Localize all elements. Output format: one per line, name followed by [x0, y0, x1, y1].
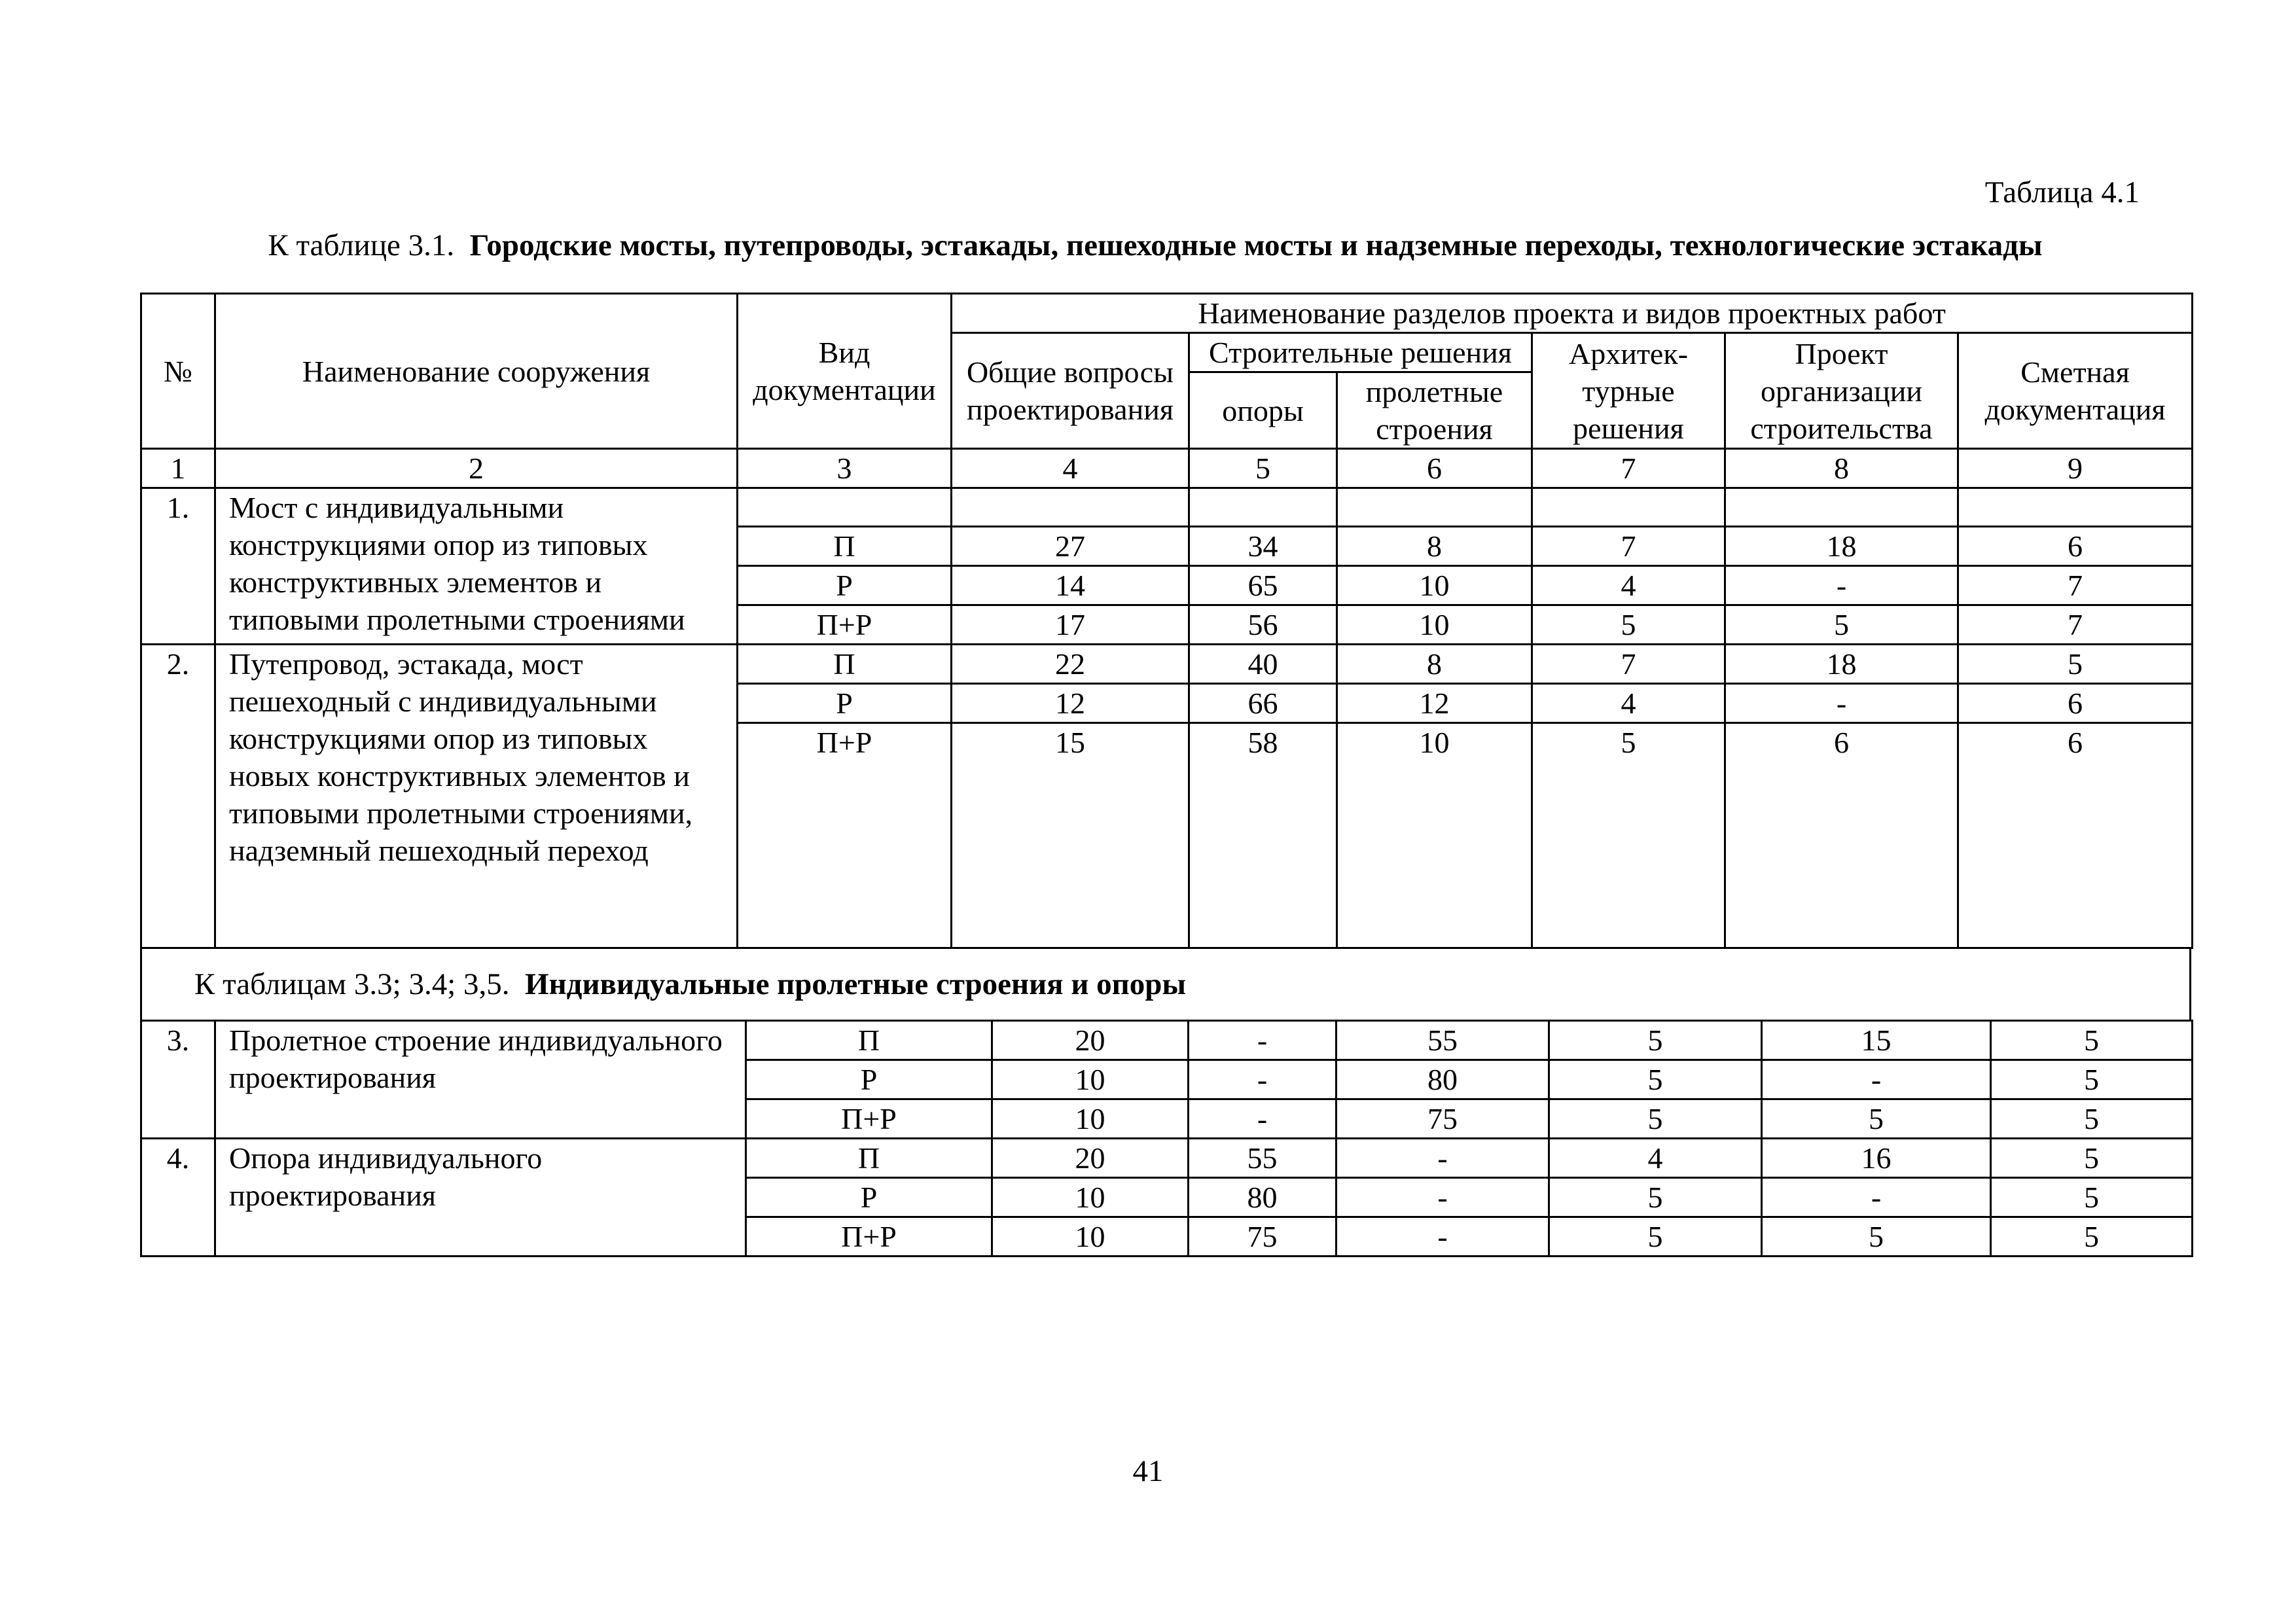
header-spans: пролетные строения: [1337, 372, 1532, 449]
table-number: Таблица 4.1: [1984, 175, 2140, 209]
value-cell: 5: [1958, 645, 2193, 684]
value-cell: 5: [1991, 1217, 2193, 1257]
value-cell: 80: [1336, 1060, 1549, 1099]
value-cell: 8: [1337, 645, 1532, 684]
table-row: [141, 488, 2193, 527]
value-cell: 7: [1532, 527, 1725, 566]
value-cell: 12: [1337, 684, 1532, 723]
value-cell: 4: [1549, 1139, 1762, 1178]
value-cell: 6: [1725, 723, 1958, 948]
value-cell: 10: [992, 1060, 1189, 1099]
value-cell: 65: [1189, 566, 1337, 605]
second-table: [140, 1020, 2193, 1257]
value-cell: 75: [1336, 1099, 1549, 1139]
value-cell: -: [1189, 1060, 1336, 1099]
header-sections-group: Наименование разделов проекта и видов проектных работ: [952, 294, 2193, 333]
column-numbers-row: [141, 449, 2193, 488]
value-cell: 10: [1337, 605, 1532, 645]
value-cell: 5: [1762, 1217, 1991, 1257]
section-caption: [141, 948, 2191, 1021]
table-caption: [177, 226, 2134, 265]
header-no: №: [141, 294, 215, 449]
value-cell: 10: [992, 1178, 1189, 1217]
value-cell: 22: [952, 645, 1189, 684]
page-number: 41: [1132, 1454, 1164, 1488]
value-cell: -: [1725, 566, 1958, 605]
empty-cell: [952, 488, 1189, 527]
structure-name: Опора индивидуального проектирования: [215, 1139, 746, 1257]
value-cell: 15: [952, 723, 1189, 948]
section-caption-table: [140, 947, 2191, 1022]
column-number: 6: [1337, 449, 1532, 488]
value-cell: -: [1725, 684, 1958, 723]
column-number: 2: [215, 449, 738, 488]
row-number: 2.: [141, 645, 215, 948]
section-caption-prefix: К таблицам 3.3; 3.4; 3,5.: [194, 967, 510, 1001]
column-number: 7: [1532, 449, 1725, 488]
value-cell: 6: [1958, 723, 2193, 948]
header-general: Общие вопросы проектирования: [952, 333, 1189, 449]
section-caption-title: Индивидуальные пролетные строения и опоры: [525, 967, 1187, 1001]
value-cell: 40: [1189, 645, 1337, 684]
empty-cell: [1189, 488, 1337, 527]
value-cell: 5: [1549, 1021, 1762, 1060]
doc-type-cell: П+Р: [738, 605, 952, 645]
value-cell: 58: [1189, 723, 1337, 948]
structure-name: Мост с индивидуальными конструкциями опор из типовых конструктивных элементов и типовыми пролетными строениями: [215, 488, 738, 645]
doc-type-cell: П: [738, 645, 952, 684]
column-number: 5: [1189, 449, 1337, 488]
header-estimate: Сметная документация: [1958, 333, 2193, 449]
caption-title: Городские мосты, путепроводы, эстакады, пешеходные мосты и надземные переходы, технологические эстакады: [469, 228, 2043, 262]
value-cell: -: [1336, 1217, 1549, 1257]
value-cell: 5: [1549, 1099, 1762, 1139]
header-doc-type: Вид документации: [738, 294, 952, 449]
value-cell: 12: [952, 684, 1189, 723]
value-cell: 56: [1189, 605, 1337, 645]
value-cell: -: [1189, 1021, 1336, 1060]
row-number: 4.: [141, 1139, 215, 1257]
value-cell: 27: [952, 527, 1189, 566]
value-cell: 17: [952, 605, 1189, 645]
row-number: 1.: [141, 488, 215, 645]
value-cell: 10: [992, 1217, 1189, 1257]
value-cell: 5: [1725, 605, 1958, 645]
value-cell: 18: [1725, 527, 1958, 566]
value-cell: 5: [1532, 605, 1725, 645]
value-cell: 7: [1958, 605, 2193, 645]
value-cell: 66: [1189, 684, 1337, 723]
column-number: 3: [738, 449, 952, 488]
value-cell: 5: [1532, 723, 1725, 948]
value-cell: 7: [1532, 645, 1725, 684]
value-cell: 15: [1762, 1021, 1991, 1060]
header-architecture: Архитек-турные решения: [1532, 333, 1725, 449]
structure-name: Пролетное строение индивидуального проектирования: [215, 1021, 746, 1139]
doc-type-cell: П: [738, 527, 952, 566]
doc-type-cell: П: [746, 1021, 992, 1060]
empty-cell: [738, 488, 952, 527]
empty-cell: [1958, 488, 2193, 527]
doc-type-cell: П+Р: [738, 723, 952, 948]
column-number: 8: [1725, 449, 1958, 488]
value-cell: -: [1189, 1099, 1336, 1139]
value-cell: 5: [1991, 1060, 2193, 1099]
header-organization: Проект организации строительства: [1725, 333, 1958, 449]
value-cell: 4: [1532, 684, 1725, 723]
value-cell: 5: [1549, 1178, 1762, 1217]
value-cell: 7: [1958, 566, 2193, 605]
main-table: [140, 293, 2193, 949]
empty-cell: [1337, 488, 1532, 527]
structure-name: Путепровод, эстакада, мост пешеходный с индивидуальными конструкциями опор из типовых новых конструктивных элементов и типовыми пролетными строениями, надземный пешеходный переход: [215, 645, 738, 948]
value-cell: 6: [1958, 527, 2193, 566]
table-row: [141, 645, 2193, 684]
header-structure-name: Наименование сооружения: [215, 294, 738, 449]
value-cell: 8: [1337, 527, 1532, 566]
value-cell: -: [1336, 1139, 1549, 1178]
header-construction-group: Строительные решения: [1189, 333, 1532, 372]
value-cell: 16: [1762, 1139, 1991, 1178]
table-row: [141, 1021, 2193, 1060]
empty-cell: [1532, 488, 1725, 527]
value-cell: 6: [1958, 684, 2193, 723]
value-cell: 5: [1991, 1139, 2193, 1178]
value-cell: 55: [1189, 1139, 1336, 1178]
value-cell: 14: [952, 566, 1189, 605]
row-number: 3.: [141, 1021, 215, 1139]
value-cell: 20: [992, 1139, 1189, 1178]
value-cell: 5: [1991, 1178, 2193, 1217]
doc-type-cell: П: [746, 1139, 992, 1178]
value-cell: 55: [1336, 1021, 1549, 1060]
value-cell: 10: [992, 1099, 1189, 1139]
header-supports: опоры: [1189, 372, 1337, 449]
value-cell: 80: [1189, 1178, 1336, 1217]
value-cell: 34: [1189, 527, 1337, 566]
column-number: 9: [1958, 449, 2193, 488]
value-cell: 20: [992, 1021, 1189, 1060]
value-cell: 5: [1762, 1099, 1991, 1139]
doc-type-cell: Р: [746, 1060, 992, 1099]
value-cell: 75: [1189, 1217, 1336, 1257]
value-cell: 5: [1549, 1060, 1762, 1099]
table-container: [140, 293, 2191, 1257]
value-cell: 18: [1725, 645, 1958, 684]
value-cell: 10: [1337, 566, 1532, 605]
value-cell: 4: [1532, 566, 1725, 605]
column-number: 1: [141, 449, 215, 488]
value-cell: 5: [1549, 1217, 1762, 1257]
value-cell: 5: [1991, 1099, 2193, 1139]
doc-type-cell: Р: [738, 566, 952, 605]
empty-cell: [1725, 488, 1958, 527]
value-cell: -: [1762, 1178, 1991, 1217]
value-cell: 10: [1337, 723, 1532, 948]
doc-type-cell: Р: [738, 684, 952, 723]
value-cell: 5: [1991, 1021, 2193, 1060]
doc-type-cell: П+Р: [746, 1099, 992, 1139]
caption-prefix: К таблице 3.1.: [268, 228, 455, 262]
table-row: [141, 1139, 2193, 1178]
doc-type-cell: Р: [746, 1178, 992, 1217]
value-cell: -: [1762, 1060, 1991, 1099]
doc-type-cell: П+Р: [746, 1217, 992, 1257]
value-cell: -: [1336, 1178, 1549, 1217]
column-number: 4: [952, 449, 1189, 488]
